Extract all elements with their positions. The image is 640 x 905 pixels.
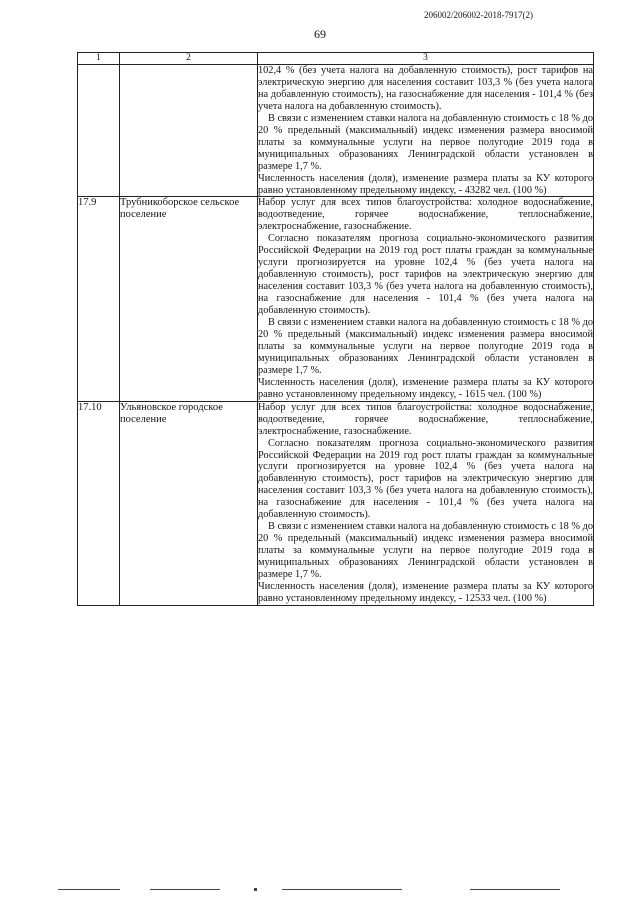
paragraph: Набор услуг для всех типов благоустройства: холодное водоснабжение, водоотведение, горячее водоснабжение, теплоснабжение, электроснабжение, газоснабжение. xyxy=(258,197,593,233)
paragraph: В связи с изменением ставки налога на добавленную стоимость с 18 % до 20 % предельный (максимальный) индекс изменения размера вносимой платы за коммунальные услуги на первое полугодие 2019 года в муниципальных образованиях Ленинградской области установлен в размере 1,7 %. xyxy=(258,521,593,581)
footer-rule xyxy=(282,889,402,890)
settlement-name: Трубникоборское сельское поселение xyxy=(120,197,258,401)
row-content xyxy=(258,197,594,401)
settlement-name xyxy=(120,65,258,197)
paragraph: 102,4 % (без учета налога на добавленную стоимость), рост тарифов на электрическую энергию для населения составит 103,3 % (без учета налога на добавленную стоимость), на газоснабжение для населения - 101,4 % (без учета налога на добавленную стоимость). xyxy=(258,65,593,112)
column-header-2: 2 xyxy=(120,53,258,65)
table-row xyxy=(78,65,594,197)
paragraph: Согласно показателям прогноза социально-экономического развития Российской Федерации на 2019 год рост платы граждан за коммунальные услуги прогнозируется на уровне 102,4 % (без учета налога на добавленную стоимость), рост тарифов на электрическую энергию для населения составит 103,3 % (без учета налога на добавленную стоимость), на газоснабжение для населения - 101,4 % (без учета налога на добавленную стоимость). xyxy=(258,437,593,521)
footer-rule xyxy=(150,889,220,890)
footer-mark xyxy=(254,888,257,891)
column-header-3: 3 xyxy=(258,53,594,65)
paragraph: В связи с изменением ставки налога на добавленную стоимость с 18 % до 20 % предельный (максимальный) индекс изменения размера вносимой платы за коммунальные услуги на первое полугодие 2019 года в муниципальных образованиях Ленинградской области установлен в размере 1,7 %. xyxy=(258,112,593,172)
table-row xyxy=(78,197,594,401)
row-number xyxy=(78,65,120,197)
document-id: 206002/206002-2018-7917(2) xyxy=(424,10,533,20)
paragraph: Набор услуг для всех типов благоустройства: холодное водоснабжение, водоотведение, горячее водоснабжение, теплоснабжение, электроснабжение, газоснабжение. xyxy=(258,401,593,437)
paragraph: Численность населения (доля), изменение размера платы за КУ которого равно установленному предельному индексу, - 43282 чел. (100 %) xyxy=(258,172,593,196)
row-number: 17.9 xyxy=(78,197,120,401)
footer-rule xyxy=(58,889,120,890)
row-number: 17.10 xyxy=(78,401,120,605)
page-number: 69 xyxy=(314,27,326,41)
paragraph: В связи с изменением ставки налога на добавленную стоимость с 18 % до 20 % предельный (максимальный) индекс изменения размера вносимой платы за коммунальные услуги на первое полугодие 2019 года в муниципальных образованиях Ленинградской области установлен в размере 1,7 %. xyxy=(258,317,593,376)
column-header-1: 1 xyxy=(78,53,120,65)
row-content xyxy=(258,65,594,197)
row-content xyxy=(258,401,594,605)
footer-rule xyxy=(470,889,560,890)
tariff-table xyxy=(77,52,594,606)
table-row xyxy=(78,401,594,605)
paragraph: Численность населения (доля), изменение размера платы за КУ которого равно установленному предельному индексу, - 1615 чел. (100 %) xyxy=(258,376,593,400)
settlement-name: Ульяновское городское поселение xyxy=(120,401,258,605)
paragraph: Численность населения (доля), изменение размера платы за КУ которого равно установленному предельному индексу, - 12533 чел. (100 %) xyxy=(258,580,593,604)
paragraph: Согласно показателям прогноза социально-экономического развития Российской Федерации на 2019 год рост платы граждан за коммунальные услуги прогнозируется на уровне 102,4 % (без учета налога на добавленную стоимость), рост тарифов на электрическую энергию для населения составит 103,3 % (без учета налога на добавленную стоимость), на газоснабжение для населения - 101,4 % (без учета налога на добавленную стоимость). xyxy=(258,233,593,317)
table-header-row xyxy=(78,53,594,65)
